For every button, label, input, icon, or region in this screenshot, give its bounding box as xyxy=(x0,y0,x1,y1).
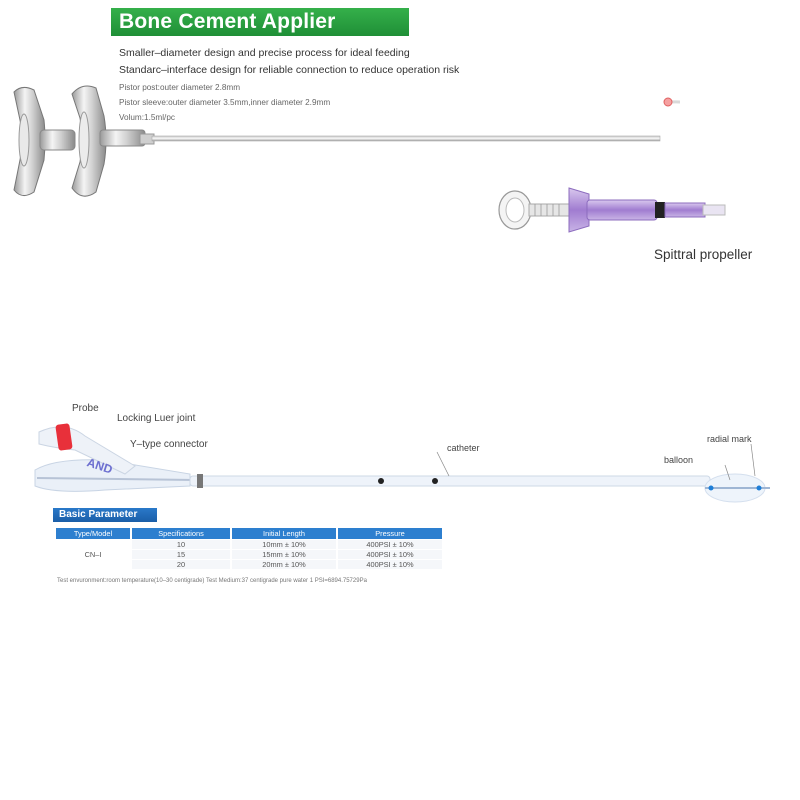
balloon-catheter-illustration xyxy=(25,410,785,510)
table-cell-spec: 20 xyxy=(132,560,230,569)
feature-line-4: Pistor sleeve:outer diameter 3.5mm,inner diameter 2.9mm xyxy=(119,98,331,107)
table-header-initial-length: Initial Length xyxy=(232,528,336,539)
catheter-marker-2 xyxy=(432,478,438,484)
product-title: Bone Cement Applier xyxy=(111,8,409,36)
table-cell-pressure: 400PSI ± 10% xyxy=(338,560,442,569)
feature-line-1: Smaller–diameter design and precise process for ideal feeding xyxy=(119,47,410,59)
catheter-shaft xyxy=(190,476,710,486)
t-handle-left xyxy=(14,87,75,195)
needle-shaft xyxy=(152,136,660,141)
catheter-label: catheter xyxy=(447,443,480,453)
table-header-type-model: Type/Model xyxy=(56,528,130,539)
table-cell-pressure: 400PSI ± 10% xyxy=(338,540,442,549)
balloon-label: balloon xyxy=(664,455,694,465)
table-cell-pressure: 400PSI ± 10% xyxy=(338,550,442,559)
table-row xyxy=(56,540,442,549)
table-cell-length: 10mm ± 10% xyxy=(232,540,336,549)
feature-line-3: Pistor post:outer diameter 2.8mm xyxy=(119,83,241,92)
feature-line-5: Volum:1.5ml/pc xyxy=(119,113,175,122)
probe-label: Probe xyxy=(72,403,99,414)
table-cell-model: CN–I xyxy=(56,540,130,569)
table-cell-length: 15mm ± 10% xyxy=(232,550,336,559)
radial-mark-dot-right xyxy=(757,486,762,491)
catheter-marker-1 xyxy=(378,478,384,484)
radial-mark-label: radial mark xyxy=(707,434,752,444)
spittral-propeller-illustration xyxy=(495,180,735,240)
device-print-text: AND xyxy=(85,455,115,477)
table-header-pressure: Pressure xyxy=(338,528,442,539)
radial-mark-dot-left xyxy=(709,486,714,491)
test-environment-footnote: Test envuronment:room temperature(10–30 centigrade) Test Medium:37 centigrade pure water 1 PSI=6894.75729Pa xyxy=(57,578,367,584)
y-connector-label: Y–type connector xyxy=(130,439,208,450)
t-handle-right xyxy=(72,86,154,196)
table-cell-spec: 15 xyxy=(132,550,230,559)
spittral-propeller-caption: Spittral propeller xyxy=(654,247,753,262)
table-cell-spec: 10 xyxy=(132,540,230,549)
table-header-specifications: Specifications xyxy=(132,528,230,539)
basic-parameter-table xyxy=(54,527,444,570)
locking-luer-label: Locking Luer joint xyxy=(117,413,196,424)
feature-line-2: Standarc–interface design for reliable connection to reduce operation risk xyxy=(119,64,460,76)
basic-parameter-title: Basic Parameter xyxy=(53,508,157,522)
table-cell-length: 20mm ± 10% xyxy=(232,560,336,569)
